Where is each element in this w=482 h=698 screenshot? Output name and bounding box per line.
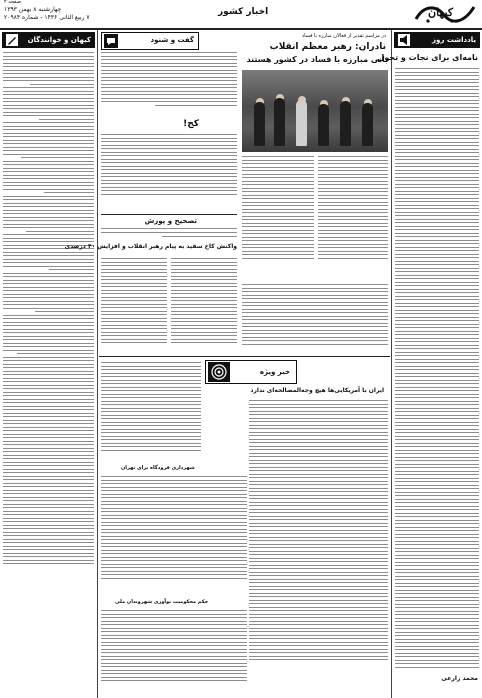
- top-story-headline-1: نادران: رهبر معظم انقلاب: [269, 42, 386, 52]
- column-rule: [97, 30, 98, 698]
- editorial-author: محمد زارعی: [441, 675, 478, 682]
- dialogue-header-label: گفت و شنود: [150, 36, 194, 44]
- top-story-photo: [242, 70, 388, 152]
- section-title: اخبار کشور: [218, 7, 269, 17]
- page-label: صفحه ۲: [4, 0, 21, 5]
- special-text-right: [249, 400, 388, 690]
- masthead: [0, 0, 482, 28]
- editorial-text: [395, 68, 479, 668]
- readers-header-label: کیهان و خوانندگان: [27, 36, 91, 44]
- pen-icon: [5, 33, 19, 47]
- top-story-headline-2: بانی مبارزه با فساد در کشور هستند: [246, 55, 388, 64]
- special-news-label: خبر ویژه: [259, 368, 290, 376]
- logo: [414, 1, 476, 25]
- date-line-2: ۷ ربیع الثانی ۱۴۳۶ - شماره ۲۰۹۸۴: [4, 14, 90, 21]
- top-story-kicker: در مراسم تقدیر از فعالان مبارزه با فساد: [301, 33, 386, 39]
- story-headline: واکنش کاخ سفید به پیام رهبر انقلاب و افزایش ۴۰ درصدی: [64, 243, 237, 250]
- mid-left-block: [64, 30, 239, 354]
- spiral-icon: [208, 362, 230, 382]
- top-story: [240, 32, 390, 282]
- story-text-b: [101, 258, 167, 354]
- special-story-title-3: حکم محکومیت نوآوری شهروندان ملی: [115, 599, 209, 605]
- top-story-text-b: [242, 156, 314, 280]
- special-news-header: [205, 360, 297, 384]
- editorial-header-label: یادداشت روز: [432, 36, 476, 44]
- section-rule: [101, 214, 237, 215]
- editorial-title: نامه‌ای برای نجات و تحول: [377, 53, 478, 62]
- readers-text: [3, 52, 94, 670]
- readers-header: [2, 32, 95, 48]
- special-text-left-3: [101, 610, 247, 694]
- correction-text: [101, 228, 237, 242]
- top-story-text-a: [318, 156, 388, 280]
- editorial-header: [394, 32, 480, 48]
- section-rule: [99, 356, 390, 357]
- dialogue-header: [101, 32, 199, 50]
- continuation-text: [242, 284, 388, 354]
- special-text-left: [101, 362, 201, 462]
- speaker-icon: [397, 33, 411, 47]
- box-text: [101, 134, 237, 214]
- special-text-left-2: [101, 476, 247, 596]
- special-news-block: [99, 358, 390, 698]
- correction-title: تصحیح و پوزش: [144, 217, 197, 225]
- right-column: [377, 30, 482, 698]
- special-story-title: ایران با آمریکایی‌ها هیچ وجه‌المصالحه‌ای ندارد: [250, 387, 384, 394]
- story-text-a: [171, 258, 237, 354]
- chat-bubble-icon: [104, 34, 118, 48]
- special-story-title-2: شهرداری فرودگاه برای تهران: [121, 465, 195, 471]
- dialogue-text: [101, 52, 237, 122]
- date-line-1: چهارشنبه ۸ بهمن ۱۳۹۳: [4, 6, 62, 13]
- centre-continuation: [240, 284, 390, 354]
- left-column: [0, 30, 97, 698]
- logo-text: کیهان: [428, 6, 454, 19]
- box-title: کج!: [183, 119, 199, 129]
